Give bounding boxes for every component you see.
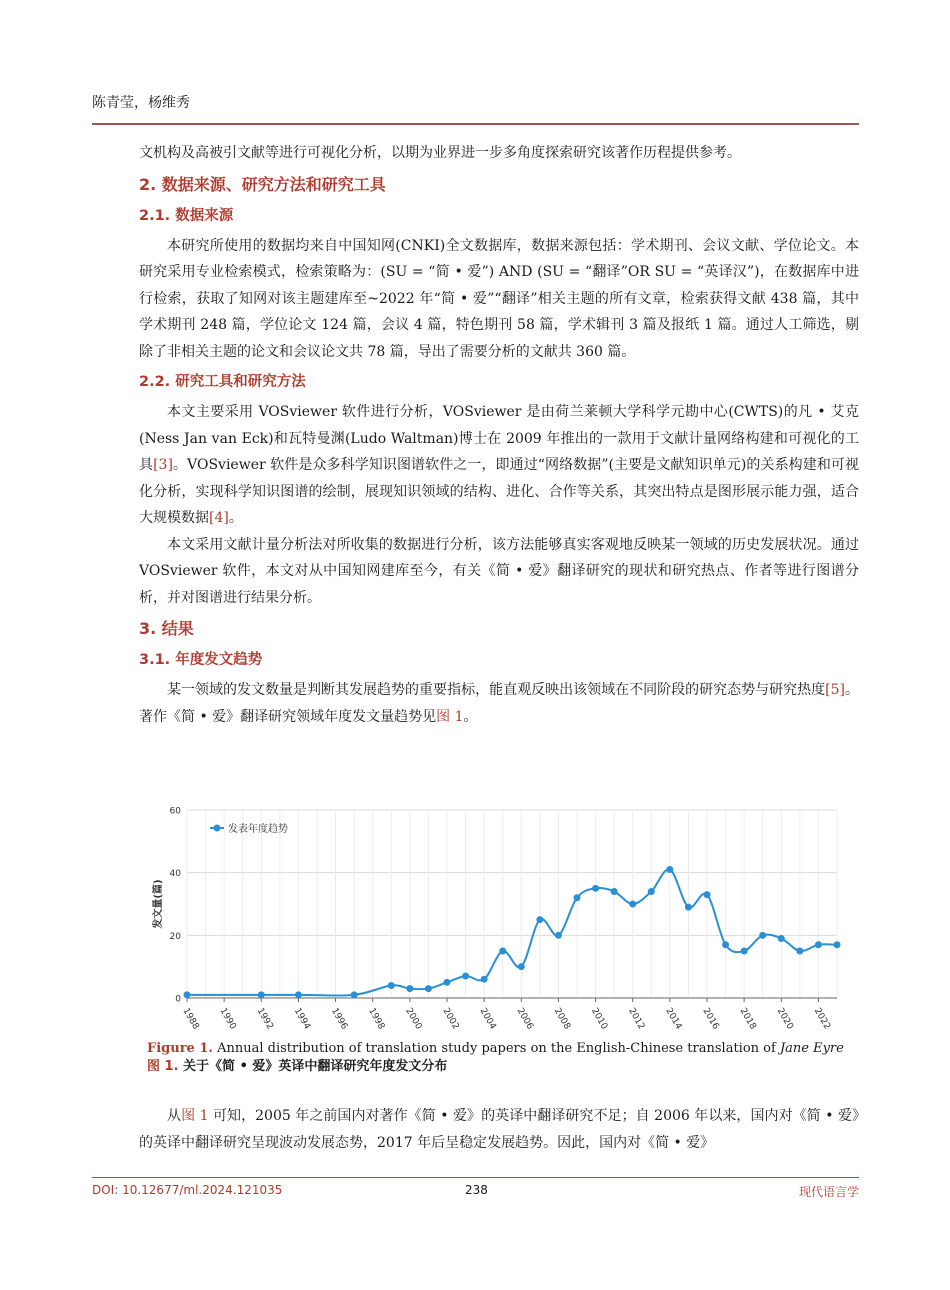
series-points: [184, 866, 841, 998]
x-tick-label: 2004: [477, 1006, 498, 1032]
x-tick-label: 2008: [551, 1006, 572, 1032]
data-point: [462, 973, 469, 980]
data-point: [759, 932, 766, 939]
data-point: [611, 888, 618, 895]
chart-grid: [187, 810, 837, 998]
data-point: [388, 982, 395, 989]
y-tick-label: 40: [169, 869, 181, 880]
caption-zh-text: 关于《简 • 爱》英译中翻译研究年度发文分布: [178, 1059, 448, 1074]
footer-page-number: 238: [465, 1183, 488, 1197]
x-tick-label: 1990: [217, 1006, 238, 1032]
caption-english: [147, 1040, 867, 1058]
legend-label: 发表年度趋势: [228, 824, 288, 835]
y-tick-label: 20: [169, 931, 181, 942]
figure-1: [147, 800, 847, 1035]
figure-caption: [147, 1040, 867, 1076]
data-point: [184, 991, 191, 998]
caption-en-label: Figure 1.: [147, 1041, 213, 1056]
section-2-1-heading: 2.1. 数据来源: [139, 207, 234, 224]
data-point: [518, 963, 525, 970]
after-figure-content: [139, 1103, 859, 1156]
x-tick-label: 1998: [366, 1006, 387, 1032]
data-point: [722, 941, 729, 948]
section-2-2-paragraph-1: [139, 399, 859, 532]
x-tick-label: 2000: [403, 1006, 424, 1032]
data-point: [406, 985, 413, 992]
data-point: [499, 948, 506, 955]
running-header-authors: 陈青莹，杨维秀: [92, 95, 190, 111]
data-point: [351, 991, 358, 998]
footer-doi[interactable]: DOI: 10.12677/ml.2024.121035: [92, 1183, 283, 1197]
x-tick-label: 2022: [811, 1006, 832, 1032]
chart-axes: [187, 998, 837, 1002]
data-point: [481, 976, 488, 983]
text-run: 。VOSviewer 软件是众多科学知识图谱软件之一，即通过“网络数据”(主要是文献知识单元)的关系构建和可视化分析，实现科学知识图谱的绘制，展现知识领域的结构、进化、合作等关系，其突出特点是图形展示能力强，适合大规模数据: [139, 457, 859, 526]
y-tick-label: 60: [169, 806, 181, 817]
data-point: [629, 901, 636, 908]
x-tick-label: 2002: [440, 1006, 461, 1032]
citation-link-4[interactable]: [4]: [209, 510, 229, 526]
citation-link-5[interactable]: [5]: [825, 682, 845, 698]
x-tick-label: 2018: [737, 1006, 758, 1032]
section-2-2-paragraph-2: 本文采用文献计量分析法对所收集的数据进行分析，该方法能够真实客观地反映某一领域的历史发展状况。通过 VOSviewer 软件，本文对从中国知网建库至今，有关《简 • 爱》翻译研究的现状和研究热点、作者等进行图谱分析，并对图谱进行结果分析。: [139, 536, 859, 606]
x-tick-label: 1996: [328, 1006, 350, 1032]
data-point: [574, 894, 581, 901]
data-point: [685, 904, 692, 911]
after-figure-paragraph: [139, 1103, 859, 1156]
x-tick-label: 2020: [774, 1006, 795, 1032]
data-point: [778, 935, 785, 942]
intro-tail-paragraph: 文机构及高被引文献等进行可视化分析，以期为业界进一步多角度探索研究该著作历程提供参考。: [139, 145, 741, 161]
y-tick-label: 0: [175, 994, 181, 1005]
trend-line-chart: [147, 800, 847, 1035]
section-3-1-paragraph: [139, 677, 859, 730]
x-tick-labels: [180, 1007, 832, 1032]
data-point: [796, 948, 803, 955]
text-run: 从: [167, 1108, 182, 1124]
data-point: [666, 866, 673, 873]
section-3-1-heading: 3.1. 年度发文趋势: [139, 652, 263, 668]
x-tick-label: 1988: [180, 1006, 201, 1032]
section-3-heading: 3. 结果: [139, 619, 194, 638]
y-tick-labels: [170, 807, 182, 1005]
text-run: 本文主要采用 VOSviewer 软件进行分析，VOSviewer 是由荷兰莱顿大学科学元勘中心(CWTS)的凡 • 艾克(Ness Jan van Eck)和瓦特曼渊(Ludo Waltman)博士在 2009 年推出的一款用于文献计量网络构建和可视化的工具: [139, 404, 859, 473]
data-point: [648, 888, 655, 895]
figure-1-link[interactable]: 图 1: [181, 1108, 209, 1124]
caption-chinese: [147, 1058, 867, 1076]
x-tick-label: 2006: [514, 1006, 535, 1032]
y-axis-title: 发文量(篇): [153, 879, 164, 929]
x-tick-label: 2016: [700, 1006, 721, 1032]
data-point: [834, 941, 841, 948]
data-point: [425, 985, 432, 992]
x-tick-label: 2012: [626, 1006, 647, 1032]
series-line: [187, 869, 837, 995]
text-run: 某一领域的发文数量是判断其发展趋势的重要指标，能直观反映出该领域在不同阶段的研究态势与研究热度: [167, 682, 826, 698]
data-point: [555, 932, 562, 939]
x-tick-label: 2010: [588, 1006, 610, 1032]
text-run: 。: [228, 510, 243, 526]
data-point: [815, 941, 822, 948]
data-point: [592, 885, 599, 892]
text-run: 。: [463, 708, 478, 725]
caption-en-text: Annual distribution of translation study papers on the English-Chinese translation of: [212, 1041, 780, 1056]
footer-rule: [92, 1177, 859, 1178]
section-2-heading: 2. 数据来源、研究方法和研究工具: [139, 174, 386, 194]
caption-zh-label: 图 1.: [147, 1059, 179, 1074]
x-tick-label: 1992: [254, 1006, 275, 1032]
footer-journal-name: 现代语言学: [798, 1185, 859, 1199]
main-content: [139, 140, 859, 730]
figure-1-link[interactable]: 图 1: [436, 708, 464, 725]
text-run: 。著作《简 • 爱》翻译研究领域年度发文量趋势见: [139, 682, 860, 725]
section-2-2-heading: 2.2. 研究工具和研究方法: [139, 374, 306, 390]
citation-link-3[interactable]: [3]: [153, 457, 173, 473]
caption-en-italic: Jane Eyre: [779, 1041, 844, 1056]
data-point: [704, 891, 711, 898]
legend-marker: [214, 825, 221, 832]
data-point: [258, 991, 265, 998]
x-tick-label: 2014: [663, 1006, 684, 1032]
data-point: [741, 948, 748, 955]
data-point: [536, 916, 543, 923]
data-point: [295, 991, 302, 998]
legend[interactable]: [210, 822, 288, 835]
x-tick-label: 1994: [291, 1006, 312, 1032]
text-run: 可知，2005 年之前国内对著作《简 • 爱》的英译中翻译研究不足；自 2006 年以来，国内对《简 • 爱》的英译中翻译研究呈现波动发展态势，2017 年后呈稳定发展趋势。因此，国内对《简 • 爱》: [139, 1108, 860, 1151]
header-rule: [92, 123, 859, 125]
data-point: [444, 979, 451, 986]
section-2-1-paragraph: 本研究所使用的数据均来自中国知网(CNKI)全文数据库，数据来源包括：学术期刊、会议文献、学位论文。本研究采用专业检索模式，检索策略为：(SU = “简 • 爱”) AND (SU = “翻译”OR SU = “英译汉”)，在数据库中进行检索，获取了知网对该主题建库至~2022 年“简 • 爱”“翻译”相关主题的所有文章，检索获得文献 438 篇，其中学术期刊 248 篇，学位论文 124 篇，会议 4 篇，特色期刊 58 篇，学术辑刊 3 篇及报纸 1 篇。通过人工筛选，剔除了非相关主题的论文和会议论文共 78 篇，导出了需要分析的文献共 360 篇。: [139, 237, 859, 360]
